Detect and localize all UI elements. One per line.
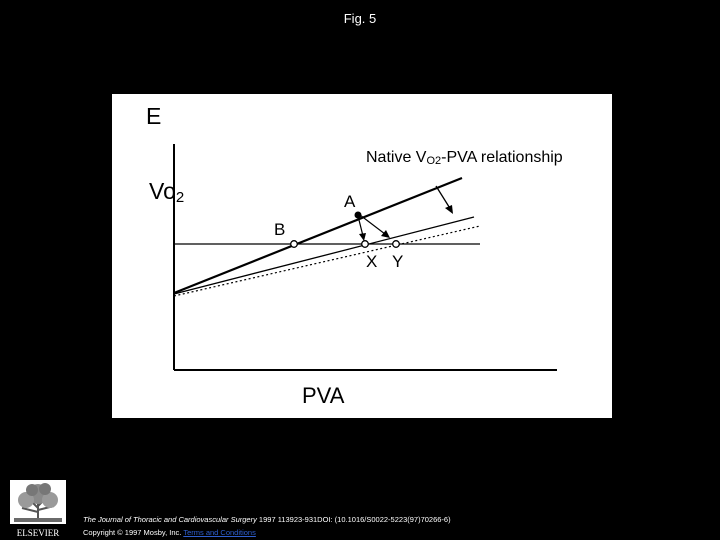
point-a-label: A [344, 192, 356, 211]
citation [83, 515, 451, 524]
point-x [362, 241, 369, 248]
publisher-logo [8, 478, 68, 540]
copyright-text: Copyright © 1997 Mosby, Inc. [83, 528, 184, 537]
figure-title: Fig. 5 [343, 11, 377, 26]
tree-icon [8, 478, 68, 540]
arrow-a-to-x-head [359, 233, 366, 241]
terms-and-conditions-link[interactable]: Terms and Conditions [183, 528, 256, 537]
arrow-a-to-y [360, 215, 385, 234]
copyright-line [83, 528, 256, 537]
y-axis-symbol: E [146, 103, 162, 129]
point-y [393, 241, 400, 248]
point-b-label: B [274, 220, 286, 239]
point-y-label: Y [392, 252, 404, 271]
native-relationship-line [174, 178, 462, 293]
figure-panel [112, 94, 612, 418]
dotted-relationship-line [174, 226, 480, 296]
shifted-relationship-line [174, 217, 474, 294]
point-x-label: X [366, 252, 378, 271]
publisher-logo-text: ELSEVIER [16, 528, 60, 538]
arrow-a-to-y-head [381, 230, 390, 238]
y-axis-label: Vo2 [149, 178, 185, 206]
relationship-label: Native VO2-PVA relationship [366, 149, 563, 167]
point-a [355, 212, 362, 219]
vo2-pva-diagram [112, 94, 612, 418]
shift-arrowhead [445, 205, 453, 214]
journal-name: The Journal of Thoracic and Cardiovascular Surgery [83, 515, 257, 524]
x-axis-label: PVA [302, 383, 345, 408]
point-b [291, 241, 298, 248]
citation-details: 1997 113923-931DOI: (10.1016/S0022-5223(97)70266-6) [256, 515, 451, 524]
